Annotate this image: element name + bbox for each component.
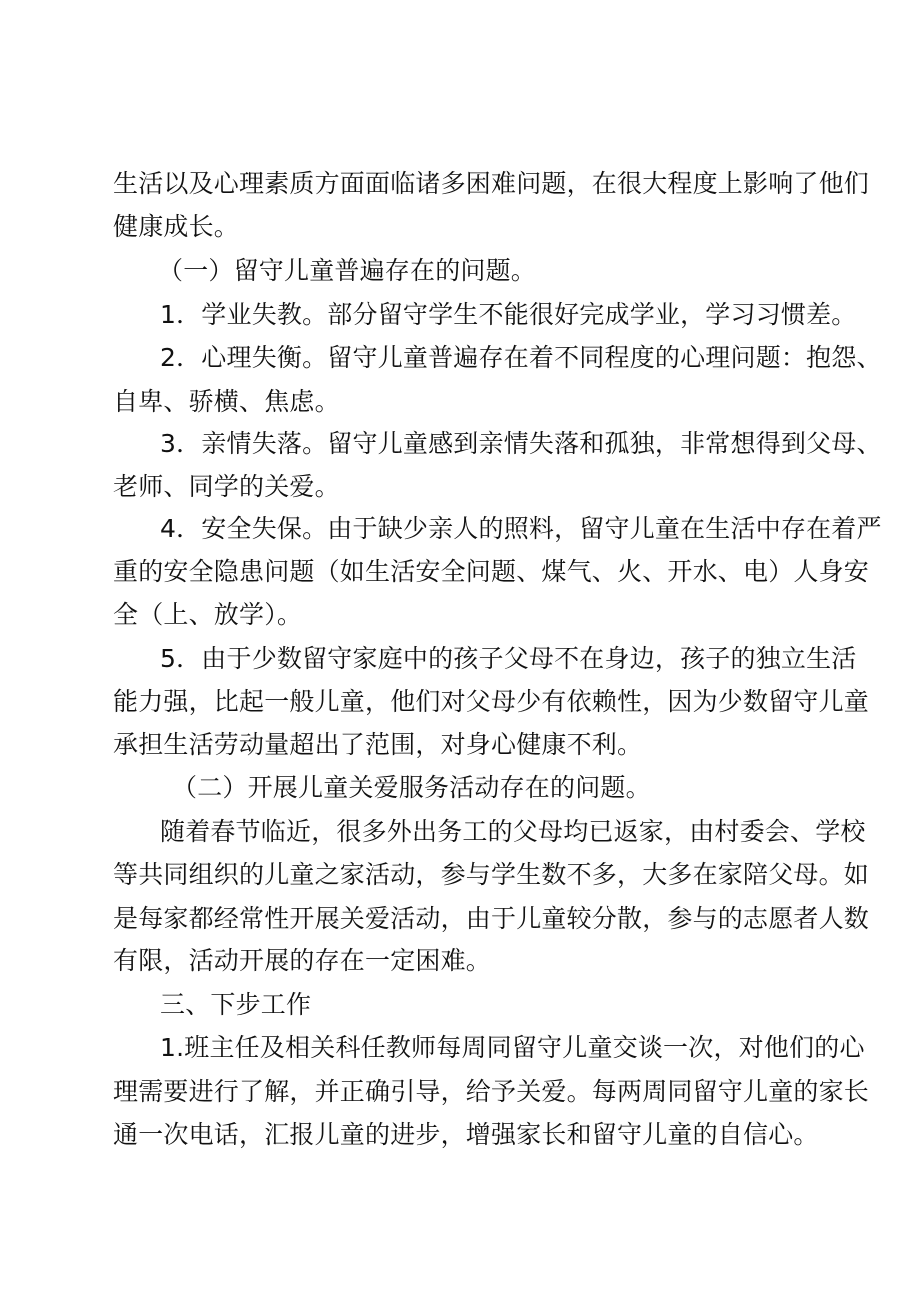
text-line: 通一次电话，汇报儿童的进步，增强家长和留守儿童的自信心。: [113, 1120, 819, 1149]
section-heading: 三、下步工作: [160, 990, 312, 1019]
text-line: 健康成长。: [113, 212, 240, 241]
text-line: 是每家都经常性开展关爱活动，由于儿童较分散，参与的志愿者人数: [113, 904, 870, 933]
text-line: 生活以及心理素质方面面临诸多困难问题，在很大程度上影响了他们: [113, 169, 870, 198]
list-item: 3．亲情失落。留守儿童感到亲情失落和孤独，非常想得到父母、: [160, 429, 882, 458]
text-line: 等共同组织的儿童之家活动，参与学生数不多，大多在家陪父母。如: [113, 860, 870, 889]
text-line: 重的安全隐患问题（如生活安全问题、煤气、火、开水、电）人身安: [113, 557, 870, 586]
list-item: 2．心理失衡。留守儿童普遍存在着不同程度的心理问题：抱怨、: [160, 343, 882, 372]
section-heading: （二）开展儿童关爱服务活动存在的问题。: [172, 773, 651, 802]
list-item: 1.班主任及相关科任教师每周同留守儿童交谈一次，对他们的心: [160, 1033, 865, 1062]
list-item: 4．安全失保。由于缺少亲人的照料，留守儿童在生活中存在着严: [160, 514, 882, 543]
text-line: 老师、同学的关爱。: [113, 472, 340, 501]
text-line: 承担生活劳动量超出了范围，对身心健康不利。: [113, 730, 643, 759]
text-line: 全（上、放学）。: [113, 600, 303, 629]
text-line: 能力强，比起一般儿童，他们对父母少有依赖性，因为少数留守儿童: [113, 687, 870, 716]
paragraph-start: 随着春节临近，很多外出务工的父母均已返家，由村委会、学校: [160, 817, 866, 846]
text-line: 有限，活动开展的存在一定困难。: [113, 946, 492, 975]
text-line: 理需要进行了解，并正确引导，给予关爱。每两周同留守儿童的家长: [113, 1077, 870, 1106]
list-item: 5．由于少数留守家庭中的孩子父母不在身边，孩子的独立生活: [160, 644, 857, 673]
list-item: 1．学业失教。部分留守学生不能很好完成学业，学习习惯差。: [160, 300, 857, 329]
section-heading: （一）留守儿童普遍存在的问题。: [158, 256, 537, 285]
text-line: 自卑、骄横、焦虑。: [113, 387, 340, 416]
